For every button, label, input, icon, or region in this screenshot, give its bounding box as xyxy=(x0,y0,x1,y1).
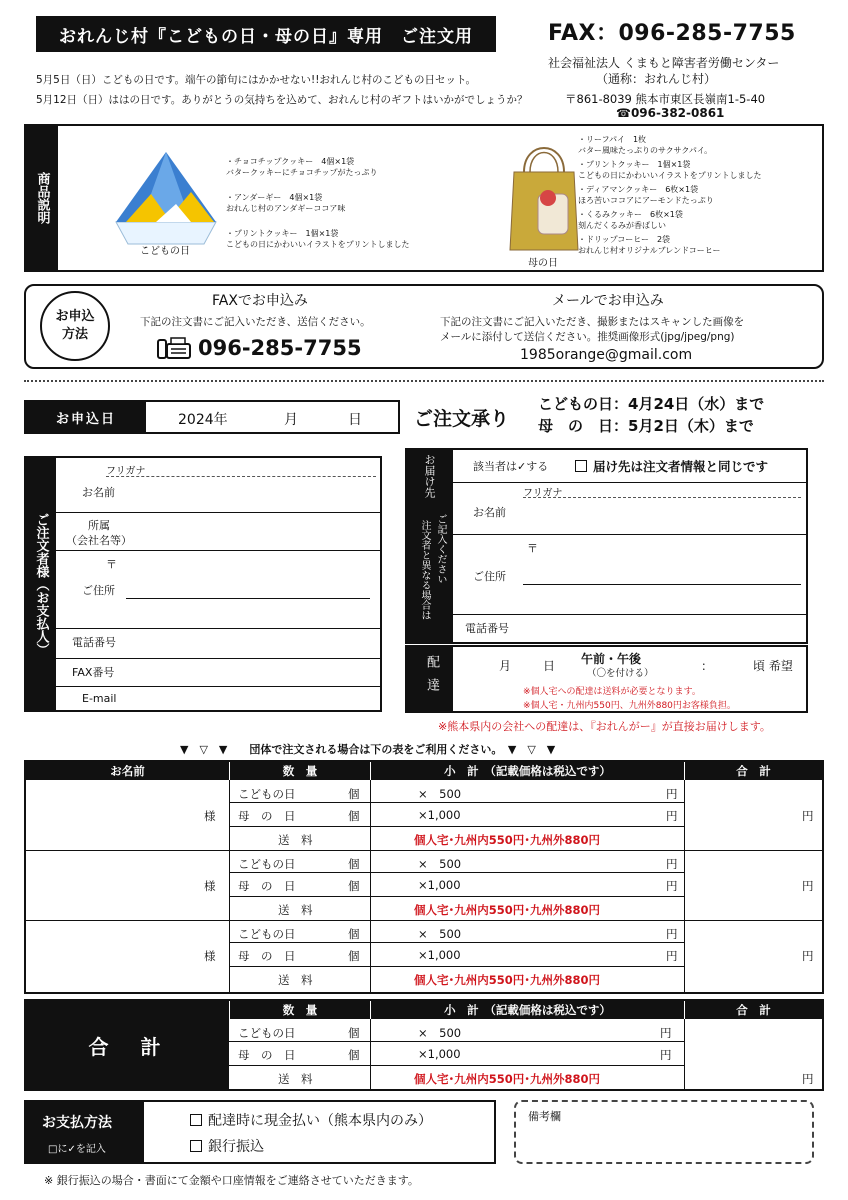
shipping-label: 送 料 xyxy=(278,903,313,917)
total-line-item: 母 の 日 xyxy=(238,1048,296,1062)
delivery-month[interactable]: 月 xyxy=(499,659,512,673)
delivery-note-1: ※個人宅への配達は送料が必要となります。 xyxy=(523,687,701,697)
intro-kodomo: 5月5日（日）こどもの日です。端午の節句にはかかせない!!おれんじ村のこどもの日セット。 xyxy=(36,74,476,86)
mail-apply-desc-1: 下記の注文書にご記入いただき、撮影またはスキャンした画像を xyxy=(440,316,745,328)
orderer-name-label: お名前 xyxy=(82,486,115,499)
total-line-yen: 円 xyxy=(660,1048,672,1062)
haha-item-name: ・リーフパイ 1枚 xyxy=(578,135,647,144)
remarks-field[interactable] xyxy=(514,1100,814,1164)
line-unit: 個 xyxy=(348,787,360,801)
checkbox-icon[interactable] xyxy=(575,460,587,472)
line-yen: 円 xyxy=(666,857,678,871)
kodomo-item-name: ・チョコチップクッキー 4個×1袋 xyxy=(226,157,355,166)
delivery-phone-label: 電話番号 xyxy=(465,622,509,635)
delivery-ampm[interactable]: 午前・午後 xyxy=(581,652,642,666)
line-unit: 個 xyxy=(348,879,360,893)
orderer-label: ご注文者様（お支払人） xyxy=(26,458,56,710)
apply-badge-line2: 方法 xyxy=(61,327,88,342)
line-item: 母 の 日 xyxy=(238,949,296,963)
total-col-subtotal: 小 計 （記載価格は税込です） xyxy=(371,1001,684,1019)
mail-address: 1985orange@gmail.com xyxy=(520,347,693,363)
checkbox-icon[interactable] xyxy=(190,1114,202,1126)
delivery-time-section xyxy=(405,645,808,713)
delivery-postal: 〒 xyxy=(527,542,538,555)
payment-option-cash[interactable] xyxy=(190,1110,432,1130)
orderer-fax-label: FAX番号 xyxy=(72,666,115,679)
orderer-affiliation-label: 所属 xyxy=(88,519,110,532)
haha-item-desc: 刻んだくるみが香ばしい xyxy=(578,221,666,230)
line-unit: 個 xyxy=(348,809,360,823)
orderer-affiliation-sub: （会社名等） xyxy=(66,534,132,547)
total-line-price: × 500 xyxy=(418,1026,462,1040)
product-label: 商品説明 xyxy=(26,126,58,270)
haha-item-name: ・ドリップコーヒー 2袋 xyxy=(578,235,671,244)
haha-item-list xyxy=(578,134,761,256)
same-as-orderer-checkbox[interactable] xyxy=(575,457,768,475)
delivery-name-label: お名前 xyxy=(473,506,506,519)
col-header-qty: 数 量 xyxy=(230,762,370,780)
payment-footnote: ※ 銀行振込の場合・書面にて金額や口座情報をご連絡させていただきます。 xyxy=(44,1174,419,1187)
delivery-label xyxy=(407,450,453,642)
delivery-section xyxy=(405,448,808,644)
line-item: 母 の 日 xyxy=(238,809,296,823)
haha-item-desc: ほろ苦いココアにアーモンドたっぷり xyxy=(578,196,714,205)
kumamoto-note: ※熊本県内の会社への配達は、『おれんがー』が直接お届けします。 xyxy=(438,720,771,733)
apply-day[interactable]: 日 xyxy=(348,412,362,428)
kabuto-image xyxy=(96,144,236,254)
remarks-label: 備考欄 xyxy=(528,1110,561,1123)
fax-apply-desc: 下記の注文書にご記入いただき、送信ください。 xyxy=(140,316,371,328)
line-unit: 個 xyxy=(348,949,360,963)
fax-machine-icon xyxy=(156,336,192,360)
total-col-qty: 数 量 xyxy=(230,1001,370,1019)
line-yen: 円 xyxy=(666,809,678,823)
deadline-kodomo: こどもの日：4月24日（水）まで xyxy=(538,395,765,413)
line-unit: 個 xyxy=(348,857,360,871)
orderer-address-label: ご住所 xyxy=(82,584,115,597)
page-title: おれんじ村『こどもの日・母の日』専用 ご注文用 xyxy=(36,16,496,52)
apply-month[interactable]: 月 xyxy=(284,412,298,428)
fax-apply-title: FAXでお申込み xyxy=(212,293,308,309)
product-description xyxy=(24,124,824,272)
line-price: ×1,000 xyxy=(418,878,461,892)
gift-bag-image xyxy=(504,132,584,256)
kodomo-item-desc: こどもの日にかわいいイラストをプリントしました xyxy=(226,240,410,249)
row-total-yen: 円 xyxy=(802,949,814,963)
kodomo-item-list xyxy=(226,156,409,250)
org-name: 社会福祉法人 くまもと障害者労働センター xyxy=(548,56,780,70)
deadline-haha: 母 の 日：5月2日（木）まで xyxy=(538,417,754,435)
mail-apply-title: メールでお申込み xyxy=(552,293,664,309)
shipping-fee: 個人宅･九州内550円･九州外880円 xyxy=(414,973,601,987)
kodomo-item-name: ・アンダーギー 4個×1袋 xyxy=(226,193,323,202)
line-unit: 個 xyxy=(348,927,360,941)
payment-option-bank[interactable] xyxy=(190,1136,264,1156)
payment-option-bank-label: 銀行振込 xyxy=(208,1139,264,1155)
grand-total-label: 合 計 xyxy=(26,1001,229,1089)
line-price: × 500 xyxy=(418,927,462,941)
orderer-email-label: E-mail xyxy=(82,692,117,705)
delivery-ampm-note: （〇を付ける） xyxy=(587,668,654,679)
apply-badge-line1: お申込 xyxy=(55,309,95,324)
kodomo-item-desc: バタークッキーにチョコチップがたっぷり xyxy=(226,168,378,177)
shipping-label: 送 料 xyxy=(278,973,313,987)
delivery-time-label xyxy=(407,647,453,711)
line-item: こどもの日 xyxy=(238,857,296,871)
line-item: 母 の 日 xyxy=(238,879,296,893)
orderer-phone-label: 電話番号 xyxy=(72,636,116,649)
mail-apply-desc-2: メールに添付して送信ください。推奨画像形式(jpg/jpeg/png) xyxy=(440,331,735,343)
delivery-label-sub2: 注文者と異なる場合は xyxy=(419,520,430,620)
haha-item-name: ・くるみクッキー 6枚×1袋 xyxy=(578,210,683,219)
line-yen: 円 xyxy=(666,879,678,893)
line-item: こどもの日 xyxy=(238,927,296,941)
delivery-note-2: ※個人宅・九州内550円、九州外880円お客様負担。 xyxy=(523,701,736,711)
total-col-total: 合 計 xyxy=(685,1001,822,1019)
group-intro: ▼ ▽ ▼ 団体で注文される場合は下の表をご利用ください。 ▼ ▽ ▼ xyxy=(180,743,556,756)
shipping-fee: 個人宅･九州内550円･九州外880円 xyxy=(414,833,601,847)
delivery-check-note: 該当者は✓する xyxy=(473,460,549,473)
shipping-fee: 個人宅･九州内550円･九州外880円 xyxy=(414,903,601,917)
haha-item-name: ・プリントクッキー 1個×1袋 xyxy=(578,160,691,169)
sama-label: 様 xyxy=(204,949,216,963)
delivery-label-main: お届け先 xyxy=(423,454,436,498)
payment-label-text: お支払方法 xyxy=(42,1115,112,1131)
fax-number-header: FAX：096-285-7755 xyxy=(548,21,796,46)
line-price: ×1,000 xyxy=(418,808,461,822)
delivery-kibou: 頃 希望 xyxy=(753,659,793,673)
haha-item-desc: こどもの日にかわいいイラストをプリントしました xyxy=(578,171,762,180)
total-line-unit: 個 xyxy=(348,1048,360,1062)
line-price: × 500 xyxy=(418,787,462,801)
haha-caption: 母の日 xyxy=(528,258,558,269)
intro-haha: 5月12日（日）ははの日です。ありがとうの気持ちを込めて、おれんじ村のギフトはいかがでしょうか？ xyxy=(36,94,528,106)
total-line-yen: 円 xyxy=(660,1026,672,1040)
payment-label xyxy=(26,1102,144,1162)
sama-label: 様 xyxy=(204,809,216,823)
kodomo-item-desc: おれんじ村のアンダギーココア味 xyxy=(226,204,346,213)
apply-year[interactable]: 2024年 xyxy=(178,412,228,428)
org-address: 〒861-8039 熊本市東区長嶺南1-5-40 xyxy=(565,92,766,106)
col-header-total: 合 計 xyxy=(685,762,822,780)
orderer-furigana: フリガナ xyxy=(106,466,146,477)
payment-section xyxy=(24,1100,496,1164)
total-line-unit: 個 xyxy=(348,1026,360,1040)
line-price: ×1,000 xyxy=(418,948,461,962)
apply-method xyxy=(24,284,824,369)
total-shipping-fee: 個人宅･九州内550円･九州外880円 xyxy=(414,1072,601,1086)
payment-label-sub: □に✓を記入 xyxy=(48,1144,106,1155)
grand-total-yen: 円 xyxy=(802,1072,814,1086)
fax-apply-number: 096-285-7755 xyxy=(198,336,362,360)
same-as-orderer-label: 届け先は注文者情報と同じです xyxy=(593,459,769,474)
deadline-title: ご注文承り xyxy=(414,408,510,430)
org-tel: ☎096-382-0861 xyxy=(616,106,725,120)
total-line-item: こどもの日 xyxy=(238,1026,296,1040)
haha-item-desc: バター風味たっぷりのサクサクパイ。 xyxy=(578,146,713,155)
delivery-label-sub1: ご記入ください xyxy=(435,514,446,584)
col-header-subtotal: 小 計 （記載価格は税込です） xyxy=(371,762,684,780)
org-nickname: （通称：おれんじ村） xyxy=(596,72,717,86)
orderer-postal: 〒 xyxy=(106,558,117,571)
delivery-furigana: フリガナ xyxy=(523,488,563,499)
total-shipping-label: 送 料 xyxy=(278,1072,313,1086)
payment-option-cash-label: 配達時に現金払い（熊本県内のみ） xyxy=(208,1113,432,1129)
checkbox-icon[interactable] xyxy=(190,1140,202,1152)
apply-date-label: お申込日 xyxy=(26,402,146,432)
apply-date-row xyxy=(24,400,400,434)
apply-method-badge xyxy=(40,291,110,361)
kodomo-caption: こどもの日 xyxy=(140,246,190,257)
row-total-yen: 円 xyxy=(802,879,814,893)
haha-item-name: ・ディアマンクッキー 6枚×1袋 xyxy=(578,185,699,194)
delivery-day[interactable]: 日 xyxy=(543,659,556,673)
sama-label: 様 xyxy=(204,879,216,893)
line-item: こどもの日 xyxy=(238,787,296,801)
group-order-table xyxy=(24,760,824,994)
delivery-time-colon: ： xyxy=(701,659,714,673)
orderer-section xyxy=(24,456,382,712)
delivery-time-label-text: 配達 xyxy=(424,655,439,701)
shipping-label: 送 料 xyxy=(278,833,313,847)
line-yen: 円 xyxy=(666,927,678,941)
kodomo-item-name: ・プリントクッキー 1個×1袋 xyxy=(226,229,339,238)
divider xyxy=(24,380,824,382)
delivery-address-label: ご住所 xyxy=(473,570,506,583)
line-price: × 500 xyxy=(418,857,462,871)
col-header-name: お名前 xyxy=(26,762,229,780)
row-total-yen: 円 xyxy=(802,809,814,823)
grand-total-table xyxy=(24,999,824,1091)
line-yen: 円 xyxy=(666,787,678,801)
line-yen: 円 xyxy=(666,949,678,963)
haha-item-desc: おれんじ村オリジナルブレンドコーヒー xyxy=(578,246,721,255)
total-line-price: ×1,000 xyxy=(418,1047,461,1061)
